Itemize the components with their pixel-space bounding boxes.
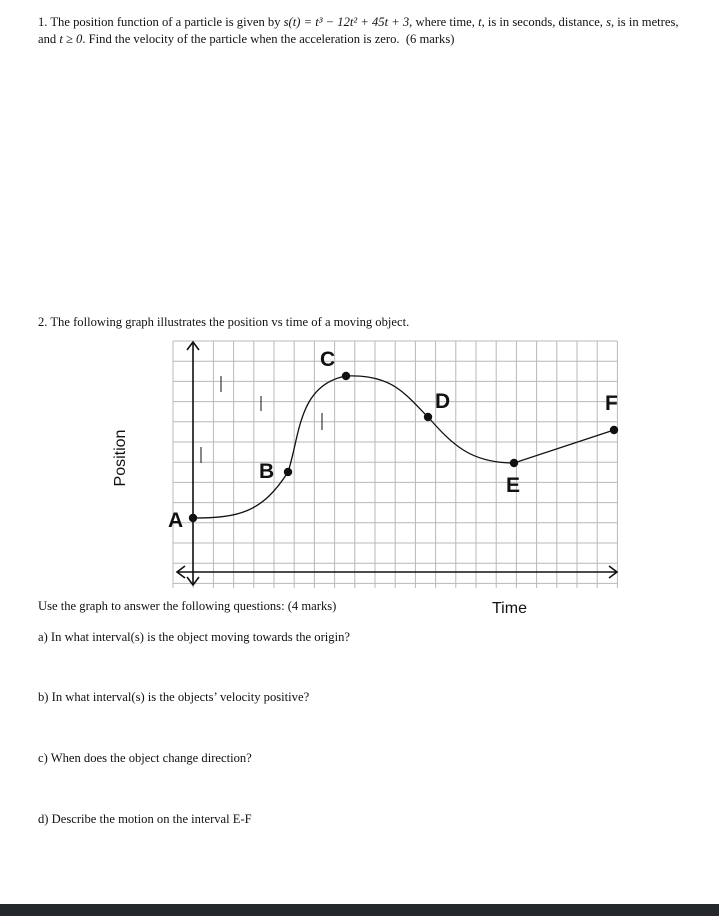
question-2d: d) Describe the motion on the interval E-F <box>38 812 252 826</box>
label-d: D <box>435 390 451 413</box>
q1-t-var: t <box>478 15 482 29</box>
q1-prefix: 1. The position function of a particle is given by <box>38 15 284 29</box>
q1-middle3: , is in metres, and <box>38 15 679 46</box>
position-time-graph <box>0 330 719 600</box>
q1-condition: t ≥ 0 <box>59 32 83 46</box>
point-e <box>510 459 518 467</box>
question-2b: b) In what interval(s) is the objects’ velocity positive? <box>38 690 310 704</box>
point-a <box>189 514 197 522</box>
point-b <box>284 468 292 476</box>
label-f: F <box>605 392 618 415</box>
y-axis-label: Position <box>112 429 129 487</box>
question-2-instruction: Use the graph to answer the following questions: (4 marks) <box>38 599 337 613</box>
question-2c: c) When does the object change direction? <box>38 751 252 765</box>
q1-middle2: , is in seconds, distance, <box>481 15 607 29</box>
point-f <box>610 426 618 434</box>
question-1 <box>38 14 688 48</box>
question-2-intro: 2. The following graph illustrates the position vs time of a moving object. <box>38 315 410 329</box>
q1-equation: s(t) = t³ − 12t² + 45t + 3 <box>283 15 410 29</box>
axes <box>177 342 617 585</box>
q1-middle: , where time, <box>409 15 479 29</box>
label-a: A <box>168 509 184 532</box>
grid <box>173 341 617 588</box>
label-b: B <box>259 460 275 483</box>
q1-suffix: . Find the velocity of the particle when the acceleration is zero. <box>82 32 400 46</box>
label-c: C <box>320 348 336 371</box>
footer-bar <box>0 904 719 916</box>
q1-s-var: s <box>606 15 611 29</box>
tick-marks <box>201 376 322 463</box>
point-labels <box>168 348 618 532</box>
question-2a: a) In what interval(s) is the object moving towards the origin? <box>38 630 350 644</box>
q1-marks: (6 marks) <box>405 32 455 46</box>
curve-points <box>189 372 618 522</box>
point-d <box>424 413 432 421</box>
point-c <box>342 372 350 380</box>
x-axis-label: Time <box>492 600 527 617</box>
position-curve <box>193 376 614 518</box>
label-e: E <box>506 474 521 497</box>
